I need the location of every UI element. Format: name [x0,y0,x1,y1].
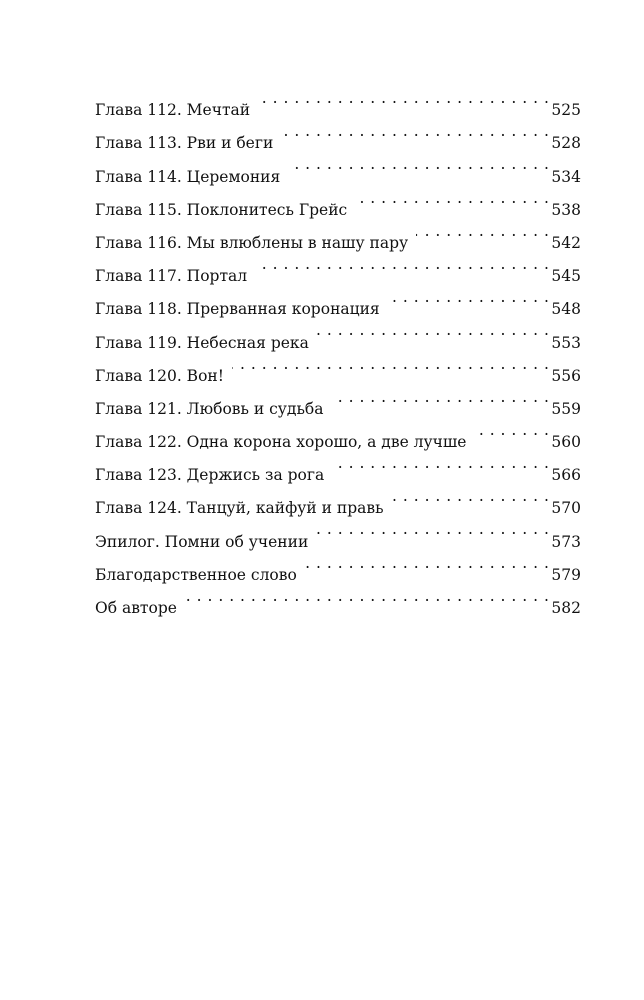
toc-entry-page: 573 [551,532,581,551]
toc-dot-leader [392,480,550,513]
toc-dot-leader [258,82,549,115]
toc-dot-leader [388,281,550,314]
toc-dot-leader [416,215,549,248]
toc-entry-title: Глава 116. Мы влюблены в нашу пару [95,233,409,252]
toc-dot-leader [305,547,550,580]
toc-entry-title: Глава 113. Рви и беги [95,134,274,153]
toc-dot-leader [474,414,549,447]
toc-dot-leader [185,580,549,613]
toc-entry-title: Глава 123. Держись за рога [95,466,325,485]
toc-entry-title: Глава 114. Церемония [95,167,281,186]
toc-entry-title: Глава 124. Танцуй, кайфуй и правь [95,499,384,518]
toc-entry-title: Глава 112. Мечтай [95,101,251,120]
toc-dot-leader [232,348,549,381]
toc-entry-title: Глава 118. Прерванная коронация [95,300,380,319]
toc-dot-leader [288,148,549,181]
toc-dot-leader [317,314,550,347]
toc-entry-page: 582 [551,599,581,617]
toc-entry-page: 553 [551,333,581,352]
toc-dot-leader [331,381,549,414]
toc-entry-title: Глава 120. Вон! [95,366,224,385]
toc-dot-leader [281,115,549,148]
toc-entry-page: 538 [551,200,581,219]
toc-entry-title: Глава 121. Любовь и судьба [95,399,324,418]
toc-dot-leader [316,513,549,546]
toc-entry-title: Глава 115. Поклонитесь Грейс [95,200,348,219]
toc-entry-page: 570 [551,499,581,518]
toc-entry [95,82,581,120]
toc-entry-page: 534 [551,167,581,186]
toc-entry-page: 528 [551,134,581,153]
toc-entry-page: 559 [551,399,581,418]
toc-entry-title: Глава 119. Небесная река [95,333,309,352]
toc-entry-page: 579 [551,565,581,584]
table-of-contents [95,82,581,617]
toc-entry-title: Эпилог. Помни об учении [95,532,309,551]
toc-entry-title: Благодарственное слово [95,565,297,584]
toc-entry-page: 566 [551,466,581,485]
toc-entry-page: 545 [551,267,581,286]
toc-dot-leader [332,447,549,480]
toc-entry-page: 525 [551,101,581,120]
toc-entry-page: 548 [551,300,581,319]
toc-entry-page: 542 [551,233,581,252]
toc-dot-leader [255,248,549,281]
toc-entry-page: 556 [551,366,581,385]
toc-entry-title: Об авторе [95,599,177,617]
toc-dot-leader [355,182,549,215]
toc-entry-title: Глава 122. Одна корона хорошо, а две лучше [95,433,467,452]
toc-entry-page: 560 [551,433,581,452]
toc-entry-title: Глава 117. Портал [95,267,248,286]
